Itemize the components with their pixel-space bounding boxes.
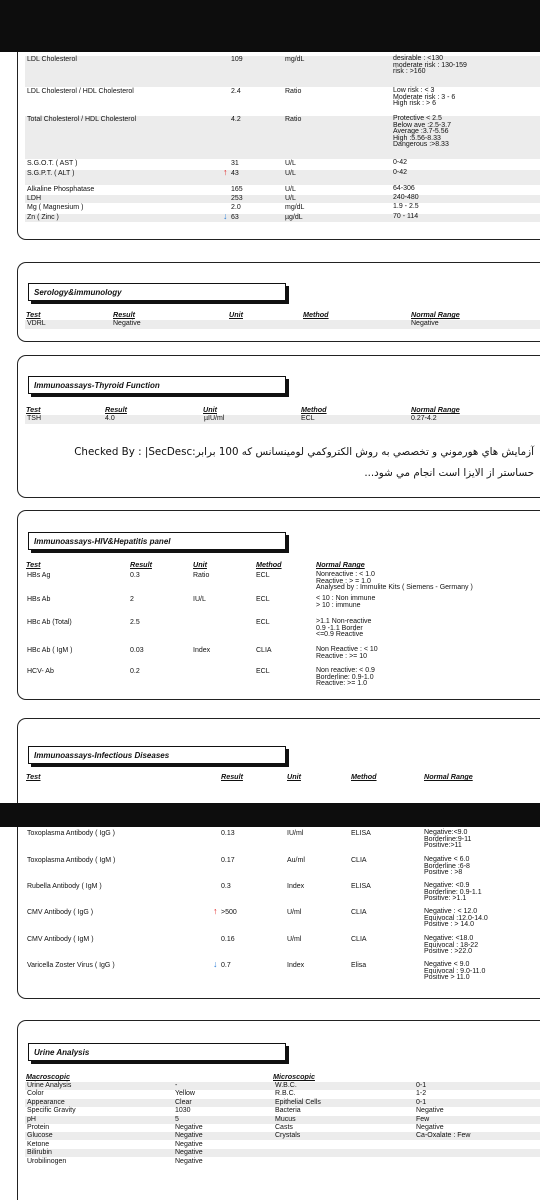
cell-result: 4.0 — [105, 415, 115, 422]
cell-test: VDRL — [27, 320, 46, 327]
table-row — [25, 1107, 540, 1115]
cell-unit: U/ml — [287, 936, 302, 943]
cell-result: 43 — [231, 170, 239, 177]
cell-method: ELISA — [351, 830, 371, 837]
cell-micro-name: Mucus — [275, 1115, 296, 1123]
table-row — [25, 1132, 540, 1140]
cell-result: 253 — [231, 195, 243, 202]
arrow-down-icon: ↓ — [223, 211, 228, 221]
cell-unit: Ratio — [285, 88, 302, 95]
table-row — [25, 572, 540, 595]
cell-range-line: Analysed by : Immulite Kits ( Siemens - Germany ) — [316, 584, 473, 592]
table-row — [25, 88, 540, 115]
cell-range-line: Below ave :2.5-3.7 — [393, 121, 451, 129]
arrow-down-icon: ↓ — [213, 959, 218, 969]
header-test: Test — [26, 310, 41, 319]
table-row — [25, 167, 540, 185]
table-row — [25, 596, 540, 618]
cell-macro-name: Glucose — [27, 1132, 53, 1140]
cell-method: ECL — [256, 572, 270, 579]
cell-range-line: Positive : > 14.0 — [424, 921, 475, 929]
cell-result: 63 — [231, 214, 239, 221]
table-row — [25, 56, 540, 87]
cell-result: 0.7 — [221, 962, 231, 969]
cell-method: CLIA — [256, 647, 272, 654]
cell-result: 0.2 — [130, 668, 140, 675]
cell-range-line: moderate risk : 130-159 — [393, 61, 467, 69]
page-break-bar — [0, 803, 540, 827]
cell-test: HBs Ag — [27, 572, 51, 579]
cell-macro-value: Negative — [175, 1149, 203, 1157]
cell-range-line: Average :3.7-5.56 — [393, 128, 449, 136]
header-result: Result — [113, 310, 135, 319]
cell-unit: IU/ml — [287, 830, 304, 837]
cell-test: HBc Ab ( IgM ) — [27, 647, 73, 654]
cell-test: Varicella Zoster Virus ( IgG ) — [27, 962, 115, 969]
header-test: Test — [26, 560, 41, 569]
cell-macro-value: Negative — [175, 1132, 203, 1140]
table-row — [25, 619, 540, 646]
cell-macro-name: Bilirubin — [27, 1149, 52, 1157]
note-line-1: آزمايش هاي هورموني و تخصصي به روش الكتروكمي لومينسانس كه 100 برابر:Checked By : |SecDesc — [74, 446, 534, 458]
cell-range-line: Borderline: 0.9-1.0 — [316, 673, 374, 681]
header-test: Test — [26, 405, 41, 414]
cell-method: Elisa — [351, 962, 367, 969]
cell-test: Toxoplasma Antibody ( IgM ) — [27, 857, 116, 864]
cell-macro-value: Negative — [175, 1157, 203, 1165]
cell-test: CMV Antibody ( IgG ) — [27, 909, 94, 916]
cell-macro-value: Clear — [175, 1098, 192, 1106]
chemistry-section — [17, 52, 540, 240]
cell-unit: Index — [193, 647, 211, 654]
cell-micro-value: Negative — [416, 1107, 444, 1115]
cell-range-line: Positive: >1.1 — [424, 895, 467, 903]
header-method: Method — [303, 310, 329, 319]
cell-range-line: Borderline: 0.9-1.1 — [424, 888, 482, 896]
header-result: Result — [105, 405, 127, 414]
cell-test: LDL Cholesterol / HDL Cholesterol — [27, 88, 134, 95]
cell-range-line: 0.9 -1.1 Border — [316, 624, 363, 632]
cell-micro-name: W.B.C. — [275, 1082, 297, 1089]
cell-macro-value: - — [175, 1082, 178, 1089]
cell-range-line: 70 - 114 — [393, 213, 419, 220]
cell-method: ECL — [256, 668, 270, 675]
cell-macro-value: Yellow — [175, 1090, 195, 1098]
header-range: Normal Range — [411, 310, 460, 319]
cell-result: 0.13 — [221, 830, 235, 837]
table-row — [25, 1082, 540, 1090]
cell-range-line: Positive : >22.0 — [424, 948, 473, 956]
table-row — [25, 647, 540, 667]
cell-range-line: >1.1 Non-reactive — [316, 618, 372, 625]
cell-range-line: Moderate risk : 3 - 6 — [393, 93, 456, 101]
cell-test: CMV Antibody ( IgM ) — [27, 936, 94, 943]
cell-micro-name: Casts — [275, 1124, 293, 1131]
cell-range-line: Reactive : > = 1.0 — [316, 577, 371, 585]
header-unit: Unit — [229, 310, 243, 319]
header-result: Result — [221, 772, 243, 781]
cell-range: 0.27-4.2 — [411, 415, 437, 422]
cell-test: HBc Ab (Total) — [27, 619, 72, 626]
arrow-up-icon: ↑ — [213, 906, 218, 916]
cell-micro-value: 1-2 — [416, 1090, 427, 1098]
table-row — [25, 936, 540, 961]
hiv-hepatitis-section — [17, 510, 540, 700]
infectious-section — [17, 718, 540, 803]
cell-test: Mg ( Magnesium ) — [27, 204, 84, 211]
cell-range-line: High :5.56-8.33 — [393, 134, 441, 142]
cell-range-line: risk : >160 — [393, 68, 426, 76]
cell-test: Rubella Antibody ( IgM ) — [27, 883, 102, 890]
cell-range-line: Positive:>11 — [424, 842, 462, 850]
table-row — [25, 1099, 540, 1107]
cell-micro-name: Crystals — [275, 1132, 301, 1140]
table-row — [25, 211, 540, 222]
cell-result: 2.5 — [130, 619, 140, 626]
section-title: Immunoassays-Thyroid Function — [28, 376, 286, 394]
cell-range-line: Reactive: >= 1.0 — [316, 680, 367, 688]
cell-test: S.G.P.T. ( ALT ) — [27, 170, 75, 177]
cell-test: Toxoplasma Antibody ( IgG ) — [27, 830, 115, 837]
cell-range-line: Non reactive: < 0.9 — [316, 667, 375, 674]
cell-result: 0.3 — [221, 883, 231, 890]
cell-result: 2.4 — [231, 88, 241, 95]
cell-range-line: Non Reactive : < 10 — [316, 646, 378, 653]
cell-unit: U/L — [285, 170, 296, 177]
top-bar — [0, 0, 540, 52]
header-method: Method — [301, 405, 327, 414]
header-unit: Unit — [203, 405, 217, 414]
cell-range-line: Borderline:9-11 — [424, 835, 472, 843]
cell-test: Alkaline Phosphatase — [27, 186, 95, 193]
cell-unit: Ratio — [285, 116, 302, 123]
cell-method: ECL — [301, 415, 315, 422]
header-result: Result — [130, 560, 152, 569]
cell-method: CLIA — [351, 936, 367, 943]
cell-result: 0.16 — [221, 936, 235, 943]
cell-range-line: 240-480 — [393, 194, 419, 201]
cell-result: 2 — [130, 596, 134, 603]
header-method: Method — [351, 772, 377, 781]
cell-result: 31 — [231, 160, 239, 167]
cell-result: 2.0 — [231, 204, 241, 211]
cell-method: ECL — [256, 596, 270, 603]
table-row — [25, 320, 540, 329]
cell-macro-value: Negative — [175, 1140, 203, 1148]
cell-macro-name: pH — [27, 1115, 36, 1123]
cell-range-line: Negative:<9.0 — [424, 829, 468, 836]
cell-range-line: Equivocal : 18-22 — [424, 941, 479, 949]
header-test: Test — [26, 772, 41, 781]
header-range: Normal Range — [316, 560, 365, 569]
cell-result: 4.2 — [231, 116, 241, 123]
table-row — [25, 959, 540, 987]
cell-range-line: < 10 : Non immune — [316, 595, 376, 602]
arrow-up-icon: ↑ — [223, 167, 228, 177]
table-row — [25, 906, 540, 935]
cell-test: Total Cholesterol / HDL Cholesterol — [27, 116, 137, 123]
cell-macro-value: 1030 — [175, 1107, 191, 1115]
urine-section — [17, 1020, 540, 1200]
cell-method: ECL — [256, 619, 270, 626]
table-row — [25, 204, 540, 213]
cell-macro-name: Protein — [27, 1124, 50, 1131]
cell-micro-value: Ca-Oxalate : Few — [416, 1132, 471, 1140]
header-unit: Unit — [287, 772, 301, 781]
cell-range-line: desirable : <130 — [393, 55, 444, 62]
cell-result: Negative — [113, 320, 141, 327]
cell-range-line: Equivocal :12.0-14.0 — [424, 914, 488, 922]
serology-section — [17, 262, 540, 342]
cell-unit: IU/L — [193, 596, 206, 603]
cell-macro-name: Color — [27, 1090, 44, 1098]
cell-range-line: High risk : > 6 — [393, 100, 436, 108]
cell-method: CLIA — [351, 857, 367, 864]
cell-test: Zn ( Zinc ) — [27, 214, 59, 221]
header-macroscopic: Macroscopic — [26, 1072, 70, 1081]
table-row — [25, 1149, 540, 1157]
cell-unit: Ratio — [193, 572, 210, 579]
cell-result: 0.3 — [130, 572, 140, 579]
cell-unit: U/ml — [287, 909, 302, 916]
cell-range-line: <=0.9 Reactive — [316, 631, 364, 639]
cell-result: >500 — [221, 909, 237, 916]
cell-result: 109 — [231, 56, 243, 63]
cell-result: 0.03 — [130, 647, 144, 654]
section-title: Immunoassays-Infectious Diseases — [28, 746, 286, 764]
cell-range-line: Dangerous :>8.33 — [393, 141, 449, 149]
table-row — [25, 160, 540, 169]
table-row — [25, 415, 540, 424]
cell-test: HCV- Ab — [27, 668, 54, 675]
cell-micro-value: 0-1 — [416, 1098, 427, 1106]
cell-unit: mg/dL — [285, 204, 305, 211]
cell-range-line: Borderline :6-8 — [424, 862, 470, 870]
cell-range-line: Nonreactive : < 1.0 — [316, 571, 375, 578]
table-row — [25, 195, 540, 203]
cell-range-line: Positive > 11.0 — [424, 974, 470, 982]
cell-method: ELISA — [351, 883, 371, 890]
cell-macro-name: Urobilinogen — [27, 1157, 67, 1165]
cell-range-line: Reactive : >= 10 — [316, 652, 367, 660]
table-row — [25, 116, 540, 159]
header-method: Method — [256, 560, 282, 569]
cell-macro-name: Specific Gravity — [27, 1107, 76, 1115]
cell-unit: µg/dL — [285, 214, 303, 221]
cell-test: S.G.O.T. ( AST ) — [27, 160, 78, 167]
cell-result: 165 — [231, 186, 243, 193]
cell-unit: Index — [287, 883, 305, 890]
cell-test: LDH — [27, 195, 42, 202]
section-title: Immunoassays-HIV&Hepatitis panel — [28, 532, 286, 550]
cell-macro-name: Appearance — [27, 1098, 65, 1106]
cell-macro-name: Ketone — [27, 1140, 50, 1148]
cell-range-line: Positive : >8 — [424, 869, 463, 877]
cell-macro-name: Urine Analysis — [27, 1082, 72, 1089]
table-row — [25, 186, 540, 194]
section-title: Serology&immunology — [28, 283, 286, 301]
cell-range-line: Negative: <18.0 — [424, 935, 474, 942]
cell-range-line: 0-42 — [393, 169, 408, 176]
header-microscopic: Microscopic — [273, 1072, 315, 1081]
cell-micro-value: 0-1 — [416, 1082, 427, 1089]
table-row — [25, 883, 540, 908]
cell-test: HBs Ab — [27, 596, 51, 603]
table-row — [25, 1158, 540, 1166]
cell-range-line: 0-42 — [393, 159, 408, 166]
cell-range-line: Negative : < 12.0 — [424, 908, 478, 915]
cell-unit: U/L — [285, 186, 296, 193]
cell-micro-name: Epithelial Cells — [275, 1098, 321, 1106]
cell-range-line: Low risk : < 3 — [393, 87, 435, 94]
table-row — [25, 1090, 540, 1098]
cell-range-line: Negative < 6.0 — [424, 856, 470, 863]
cell-range-line: Negative: <0.9 — [424, 882, 470, 889]
cell-unit: U/L — [285, 195, 296, 202]
cell-range-line: 64-306 — [393, 185, 415, 192]
cell-method: CLIA — [351, 909, 367, 916]
cell-unit: Au/ml — [287, 857, 305, 864]
cell-micro-name: Bacteria — [275, 1107, 301, 1115]
cell-macro-value: 5 — [175, 1115, 179, 1123]
table-row — [25, 1141, 540, 1149]
cell-unit: mg/dL — [285, 56, 305, 63]
cell-range-line: Protective < 2.5 — [393, 115, 442, 122]
thyroid-section — [17, 355, 540, 498]
header-range: Normal Range — [411, 405, 460, 414]
cell-range-line: Equivocal : 9.0-11.0 — [424, 967, 486, 975]
cell-range-line: > 10 : immune — [316, 601, 361, 609]
table-row — [25, 1124, 540, 1132]
cell-micro-name: R.B.C. — [275, 1090, 296, 1098]
table-row — [25, 857, 540, 882]
header-unit: Unit — [193, 560, 207, 569]
note-line-2: حساستر از الايزا است انجام مي شود... — [364, 467, 534, 479]
cell-unit: Index — [287, 962, 305, 969]
cell-test: LDL Cholesterol — [27, 56, 77, 63]
cell-range-line: Negative < 9.0 — [424, 961, 470, 968]
header-range: Normal Range — [424, 772, 473, 781]
cell-micro-value: Negative — [416, 1124, 444, 1131]
cell-unit: U/L — [285, 160, 296, 167]
table-row — [25, 830, 540, 856]
cell-result: 0.17 — [221, 857, 235, 864]
cell-micro-value: Few — [416, 1115, 430, 1123]
cell-range: Negative — [411, 320, 439, 327]
infectious-continued — [17, 827, 540, 999]
cell-macro-value: Negative — [175, 1124, 203, 1131]
cell-unit: µIU/ml — [204, 415, 225, 422]
cell-range-line: 1.9 - 2.5 — [393, 203, 419, 210]
table-row — [25, 668, 540, 689]
section-title: Urine Analysis — [28, 1043, 286, 1061]
cell-test: TSH — [27, 415, 41, 422]
table-row — [25, 1116, 540, 1124]
